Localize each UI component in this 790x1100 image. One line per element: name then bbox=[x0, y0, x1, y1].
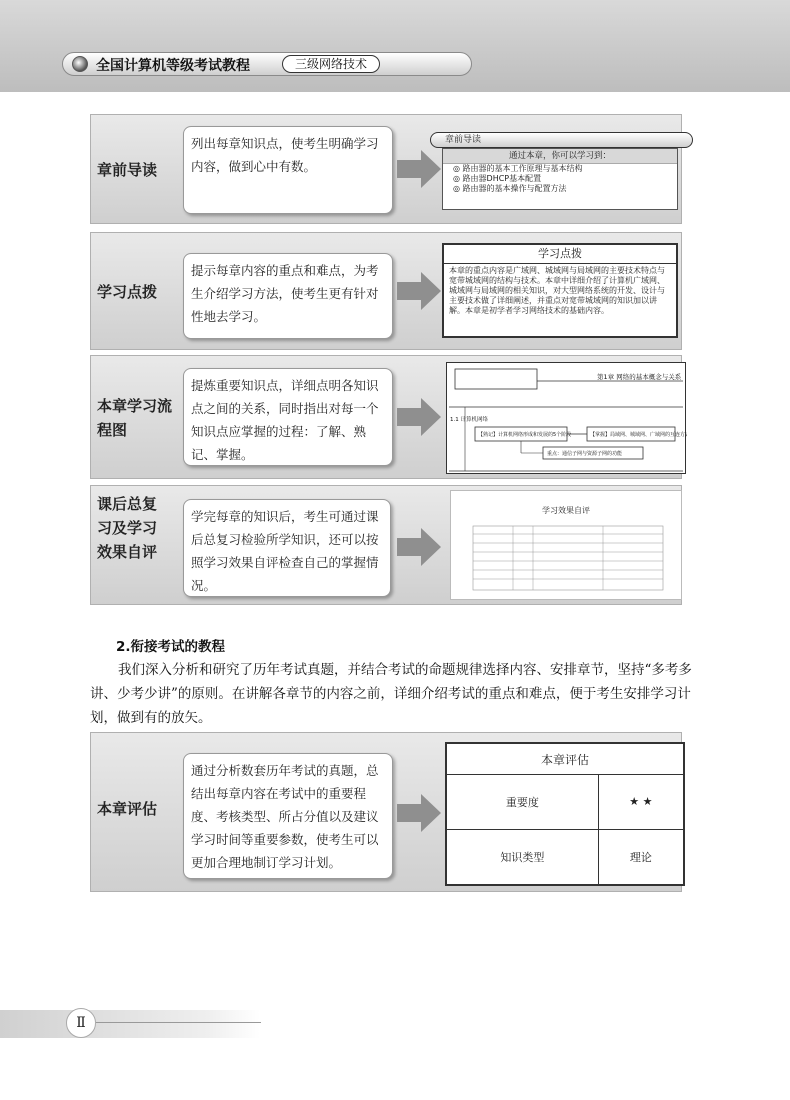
arrow-right-icon bbox=[397, 398, 441, 436]
preview-tips-title: 学习点拨 bbox=[444, 245, 676, 264]
arrow-right-icon bbox=[397, 150, 441, 188]
panel-label: 本章评估 bbox=[97, 800, 158, 818]
section-paragraph: 我们深入分析和研究了历年考试真题，并结合考试的命题规律选择内容、安排章节，坚持“多考多讲、少考少讲”的原则。在讲解各章节的内容之前，详细介绍考试的重点和难点，便于考生安排学习计划，做到有的放矢。 bbox=[90, 662, 692, 726]
panel-description: 通过分析数套历年考试的真题，总结出每章内容在考试中的重要程度、考核类型、所占分值以及建议学习时间等重要参数，使考生可以更加合理地制订学习计划。 bbox=[183, 753, 393, 879]
page-number: Ⅱ bbox=[66, 1008, 96, 1038]
evaluation-table-title: 本章评估 bbox=[446, 743, 684, 775]
preview-tips-body: 本章的重点内容是广域网、城域网与局域网的主要技术特点与宽带城域网的结构与技术。本章中详细介绍了计算机广域网、城域网与局域网的相关知识，对大型网络系统的开发、设计与主要技术做了详细阐述，并重点对宽带城域网的知识加以讲解。本章是初学者学习网络技术的基础内容。 bbox=[449, 266, 665, 315]
preview-self-review bbox=[450, 490, 682, 600]
preview-guide-item: ◎ 路由器的基本工作原理与基本结构 bbox=[453, 164, 583, 173]
review-table-thumbnail bbox=[451, 516, 683, 596]
preview-flowchart bbox=[446, 362, 686, 474]
evaluation-table bbox=[445, 742, 685, 886]
preview-study-tips bbox=[442, 243, 678, 338]
flowchart-node: 重点：通信子网与资源子网的功能 bbox=[547, 451, 623, 457]
flowchart-chapter: 第1章 网络的基本概念与关系 bbox=[597, 373, 682, 381]
preview-review-title: 学习效果自评 bbox=[542, 506, 590, 515]
section-title: 2.衔接考试的教程 bbox=[116, 639, 226, 655]
footer-bar bbox=[0, 1010, 260, 1038]
table-row bbox=[446, 829, 684, 885]
preview-guide-item: ◎ 路由器DHCP基本配置 bbox=[453, 174, 542, 183]
arrow-right-icon bbox=[397, 794, 441, 832]
panel-description: 列出每章知识点，使考生明确学习内容，做到心中有数。 bbox=[183, 126, 393, 214]
table-cell-key: 重要度 bbox=[446, 775, 598, 830]
panel-description: 提示每章内容的重点和难点，为考生介绍学习方法，使考生更有针对性地去学习。 bbox=[183, 253, 393, 339]
header-bullet-icon bbox=[72, 56, 88, 72]
flowchart-node: 1.1 计算机网络 bbox=[450, 417, 488, 423]
panel-label: 课后总复习及学习效果自评 bbox=[97, 495, 158, 561]
panel-description: 学完每章的知识后，考生可通过课后总复习检验所学知识，还可以按照学习效果自评检查自己的掌握情况。 bbox=[183, 499, 391, 597]
arrow-right-icon bbox=[397, 272, 441, 310]
preview-guide-head: 通过本章，你可以学习到： bbox=[443, 149, 677, 164]
table-cell-value: 理论 bbox=[598, 829, 684, 885]
panel-description: 提炼重要知识点，详细点明各知识点之间的关系，同时指出对每一个知识点应掌握的过程：了解、熟记、掌握。 bbox=[183, 368, 393, 466]
panel-label: 本章学习流程图 bbox=[97, 397, 173, 439]
page-header bbox=[0, 0, 790, 92]
flowchart-diagram bbox=[447, 363, 687, 475]
preview-guide-item: ◎ 路由器的基本操作与配置方法 bbox=[453, 184, 567, 193]
book-title: 全国计算机等级考试教程 bbox=[96, 58, 250, 74]
table-cell-value: ★ ★ bbox=[598, 775, 684, 830]
book-subtitle: 三级网络技术 bbox=[282, 55, 380, 73]
table-row bbox=[446, 775, 684, 830]
flowchart-node: 【熟记】计算机网络形成和发展的5个阶段 bbox=[478, 432, 572, 438]
footer-line bbox=[96, 1022, 261, 1023]
arrow-right-icon bbox=[397, 528, 441, 566]
flowchart-node: 【掌握】局域网、城域网、广域网的互连方式 bbox=[590, 432, 687, 438]
panel-label: 学习点拨 bbox=[97, 283, 158, 301]
panel-label: 章前导读 bbox=[97, 161, 158, 179]
preview-guide bbox=[442, 148, 678, 210]
preview-guide-title: 章前导读 bbox=[430, 132, 693, 148]
table-cell-key: 知识类型 bbox=[446, 829, 598, 885]
